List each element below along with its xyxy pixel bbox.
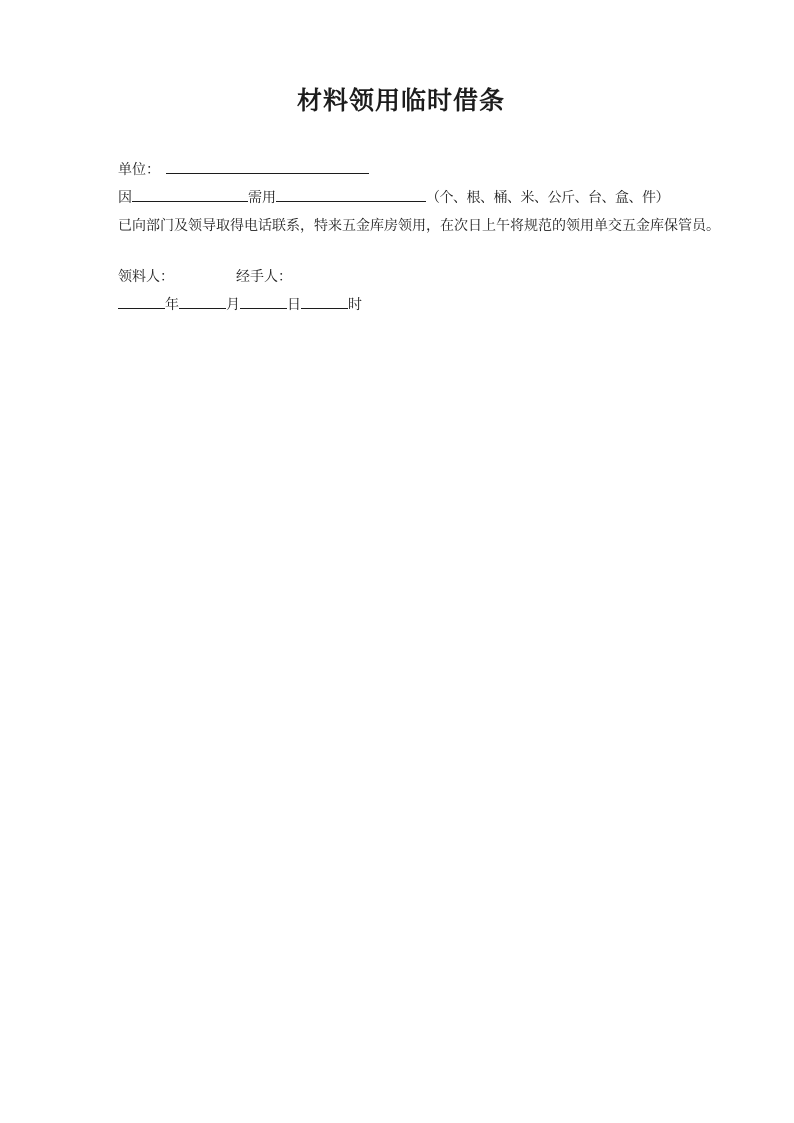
day-blank-line xyxy=(240,295,287,309)
units-options-text: （个、根、桶、米、公斤、台、盒、件） xyxy=(426,191,669,206)
unit-label: 单位： xyxy=(118,163,160,178)
reason-line xyxy=(118,185,684,213)
unit-blank-line xyxy=(166,160,369,174)
hour-label: 时 xyxy=(348,298,362,313)
month-blank-line xyxy=(179,295,226,309)
need-blank-line xyxy=(276,188,426,202)
picker-label: 领料人： xyxy=(118,270,174,285)
year-blank-line xyxy=(118,295,165,309)
date-line xyxy=(118,292,684,320)
handler-label: 经手人： xyxy=(236,270,292,285)
body-text: 已向部门及领导取得电话联系，特来五金库房领用，在次日上午将规范的领用单交五金库保管员。 xyxy=(118,219,720,234)
day-label: 日 xyxy=(287,298,301,313)
need-label: 需用 xyxy=(248,191,276,206)
reason-label: 因 xyxy=(118,191,132,206)
month-label: 月 xyxy=(226,298,240,313)
signature-line xyxy=(118,264,684,292)
unit-line xyxy=(118,157,684,185)
reason-blank-line xyxy=(132,188,248,202)
year-label: 年 xyxy=(165,298,179,313)
document-content xyxy=(0,0,794,320)
document-title: 材料领用临时借条 xyxy=(296,88,505,115)
hour-blank-line xyxy=(301,295,348,309)
